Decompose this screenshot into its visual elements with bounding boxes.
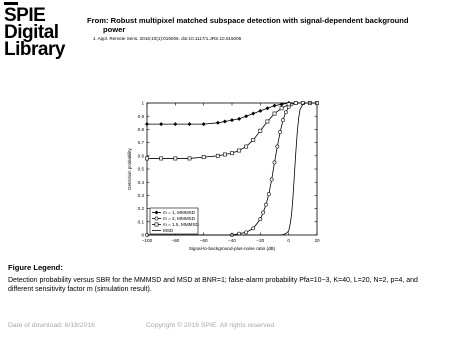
y-tick-label: 0.9 [137,113,144,119]
source-title-line-2: power [103,25,126,34]
diamond-marker [188,122,192,126]
circle-marker [267,192,270,195]
download-date-value: 6/18/2016 [64,322,95,329]
circle-marker [245,231,248,234]
diamond-marker [265,106,269,110]
diamond-marker [251,112,255,116]
square-marker [160,157,163,160]
download-date-label: Date of download: [8,322,63,329]
y-tick-label: 0.1 [137,219,144,225]
citation: J. Appl. Remote Sens. 2016;10(1):015006. doi:10.1117/1.JRS.10.015006 [93,36,242,41]
square-marker [155,223,158,226]
square-marker [266,120,269,123]
legend-entry-label: MSD [163,228,174,234]
square-marker [237,149,240,152]
square-marker [280,107,283,110]
y-tick-label: 0.5 [137,166,144,172]
legend-entry-label: m = 1, MMMSD [163,210,196,216]
diamond-marker [202,122,206,126]
figure-legend-heading: Figure Legend: [8,263,63,272]
circle-marker [264,203,267,206]
diamond-marker [159,122,163,126]
diamond-marker [244,114,248,118]
y-axis-label: Detection probability [127,148,132,190]
chart-legend [150,208,200,234]
square-marker [245,145,248,148]
diamond-marker [237,117,241,121]
series-m-1-5-mmmsd [145,101,318,160]
logo-line-1: SPIE [4,5,46,26]
circle-marker [279,130,282,133]
y-tick-label: 0.4 [137,179,144,185]
diamond-marker [258,109,262,113]
x-tick-label: 0 [287,238,290,243]
diamond-marker [230,118,234,122]
square-marker [252,138,255,141]
circle-marker [273,161,276,164]
x-axis-label: Signal-to-background-plus-noise ratio (dB) [188,246,276,251]
square-marker [294,101,297,104]
y-tick-label: 0.7 [137,140,144,146]
legend-entry-label: m = 2, MMMSD [163,216,196,222]
square-marker [145,157,148,160]
circle-marker [262,211,265,214]
circle-marker [281,119,284,122]
y-tick-label: 1 [141,100,144,106]
figure-legend-text: Detection probability versus SBR for the MMMSD and MSD at BNR=1; false-alarm probability Pfa=10−3, K=40, L=20, N=2, p=4, and different sensitivity factor m (simulation result). [8,277,418,293]
square-marker [174,157,177,160]
y-tick-label: 0.6 [137,153,144,159]
square-marker [188,157,191,160]
diamond-marker [145,122,149,126]
diamond-marker [216,121,220,125]
circle-marker [252,227,255,230]
square-marker [230,152,233,155]
circle-marker [270,178,273,181]
y-tick-label: 0 [141,232,144,238]
source-title-line-1: From: Robust multipixel matched subspace detection with signal-dependent background [87,16,409,25]
x-tick-label: −60 [199,238,208,243]
x-tick-label: 20 [314,238,320,243]
x-tick-label: −80 [171,238,180,243]
diamond-marker [273,104,277,108]
square-marker [223,153,226,156]
circle-marker [284,111,287,114]
x-tick-label: −100 [141,238,153,243]
copyright: Copyright © 2016 SPIE. All rights reserved. [146,322,277,329]
square-marker [259,129,262,132]
series-line [147,103,317,158]
x-tick-label: −20 [256,238,265,243]
download-date [8,322,95,329]
y-tick-label: 0.2 [137,206,144,212]
y-tick-label: 0.3 [137,193,144,198]
circle-marker [259,218,262,221]
logo-line-3: Library [4,39,65,60]
square-marker [287,103,290,106]
diamond-marker [173,122,177,126]
y-tick-label: 0.8 [137,127,144,132]
square-marker [216,154,219,157]
diamond-marker [223,119,227,123]
square-marker [202,156,205,159]
circle-marker [276,145,279,148]
square-marker [273,112,276,115]
x-tick-label: −40 [228,238,236,243]
circle-marker [155,217,158,220]
legend-entry-label: m = 1.5, MMMSD [163,222,199,228]
logo-line-2: Digital [4,22,59,43]
